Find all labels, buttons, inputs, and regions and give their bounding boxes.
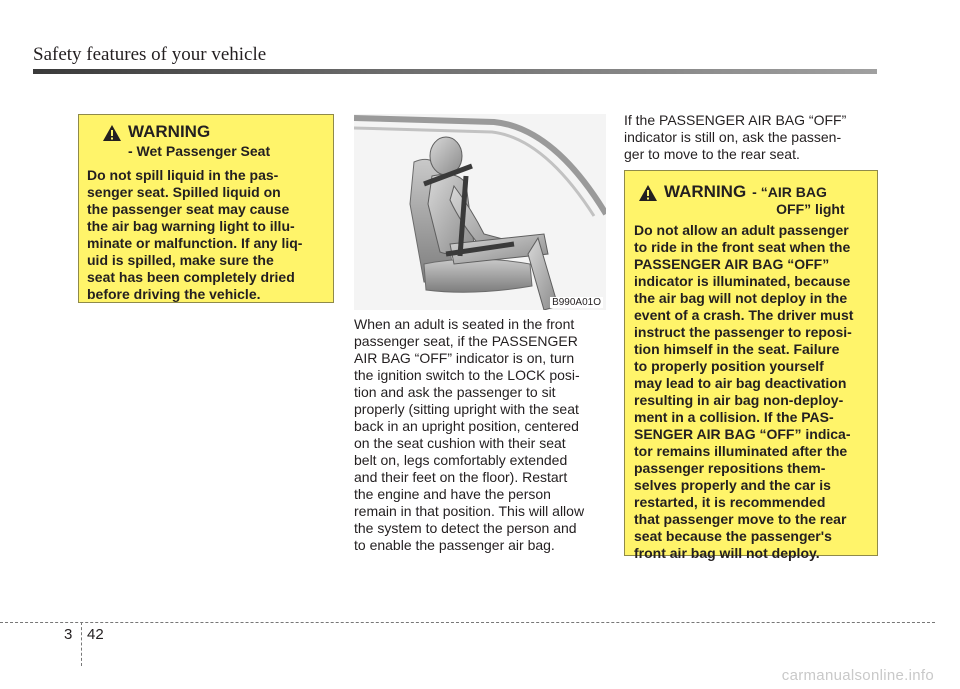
footer-separator <box>81 622 82 666</box>
body-paragraph-middle: When an adult is seated in the front passenger seat, if the PASSENGER AIR BAG “OFF” indicator is on, turn the ignition switch to the LOCK posi- tion and ask the passenger to sit properly (sitting upright with the seat back in an upright position, centered on the seat cushion with their seat belt on, legs comfortably extended and their feet on the floor). Restart the engine and have the person remain in that position. This will allow the system to detect the person and to enable the passenger air bag. <box>354 316 585 553</box>
warning-label: WARNING <box>664 182 747 201</box>
warning-subtitle-line-1: - “AIR BAG <box>752 184 827 200</box>
watermark-text: carmanualsonline.info <box>781 667 934 684</box>
seated-occupant-illustration <box>354 114 606 310</box>
warning-subtitle-line-2: OFF” light <box>776 201 845 217</box>
warning-box-wet-seat <box>78 114 334 303</box>
warning-heading <box>638 181 869 218</box>
warning-body: Do not spill liquid in the pas- senger seat. Spilled liquid on the passenger seat may cause the air bag warning light to illu- minate or malfunction. If any liq- uid is spilled, make sure the seat has been completely dried before driving the vehicle. <box>87 167 303 302</box>
warning-triangle-icon <box>102 124 122 142</box>
warning-heading <box>102 121 325 143</box>
occupant-drawing <box>354 114 606 310</box>
warning-label: WARNING <box>128 122 211 141</box>
warning-box-airbag-off <box>624 170 878 561</box>
chapter-number: 3 <box>64 626 73 643</box>
page-header-title: Safety features of your vehicle <box>33 44 267 65</box>
illustration-code: B990A01O <box>552 297 601 308</box>
footer-rule <box>0 622 935 623</box>
warning-subtitle: - Wet Passenger Seat <box>128 143 271 159</box>
page-number: 42 <box>87 626 104 643</box>
body-paragraph-right: If the PASSENGER AIR BAG “OFF” indicator is still on, ask the passen- ger to move to the rear seat. <box>624 112 847 162</box>
warning-subtitle <box>752 184 844 218</box>
header-rule <box>33 69 877 74</box>
warning-body: Do not allow an adult passenger to ride in the front seat when the PASSENGER AIR BAG “OFF” indicator is illuminated, because the air bag will not deploy in the event of a crash. The driver must instruct the passenger to reposi- tion himself in the seat. Failure to properly position yourself may lead to air bag deactivation resulting in air bag non-deploy- ment in a collision. If the PAS- SENGER AIR BAG “OFF” indica- tor remains illuminated after the passenger repositions them- selves properly and the car is restarted, it is recommended that passenger move to the rear seat because the passenger's front air bag will not deploy. <box>634 222 854 561</box>
warning-triangle-icon <box>638 184 658 202</box>
